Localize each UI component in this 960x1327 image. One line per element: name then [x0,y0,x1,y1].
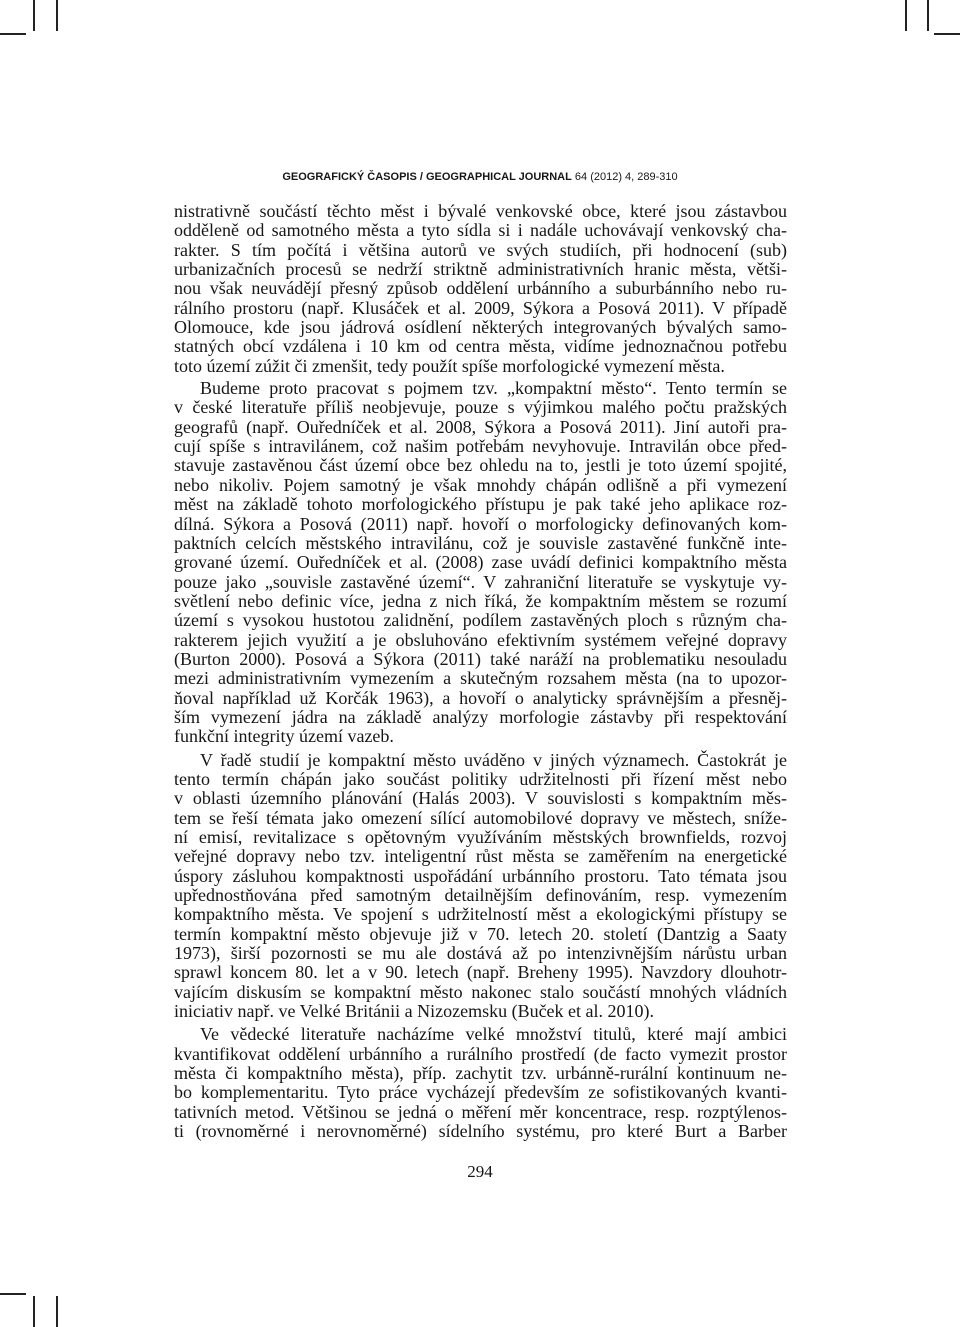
crop-mark [905,0,907,31]
text-line: úspory zásluhou kompaktnosti uspořádání urbánního prostoru. Tato témata jsou [174,865,787,886]
crop-mark [56,1296,58,1327]
text-line: V řadě studií je kompaktní město uváděno v jiných významech. Častokrát je [200,749,787,770]
text-line: ní emisí, revitalizace s opětovným využíváním městských brownfields, rozvoj [174,827,787,847]
text-line: Olomouce, kde jsou jádrová osídlení některých integrovaných bývalých samo- [174,317,787,338]
text-line: v české literatuře příliš neobjevuje, pouze s výjimkou malého počtu pražských [174,397,787,418]
crop-mark [0,33,26,35]
text-line: mezi administrativním vymezením a skutečným rozsahem města (na to upozor- [174,668,787,689]
text-line: upřednostňována před samotným detailnějším definováním, resp. vymezením [174,885,787,906]
text-line: cují spíše s intravilánem, což našim potřebám nevyhovuje. Intravilán obce před- [174,436,787,457]
text-line: měst na základě tohoto morfologického přístupu je pak také jeho aplikace roz- [174,494,787,515]
text-line: tativních metod. Většinou se jedná o měření měr koncentrace, resp. rozptýlenos- [174,1101,787,1122]
text-line: pouze jako „souvisle zastavěné území“. V zahraniční literatuře se vyskytuje vy- [174,571,787,592]
text-line: nistrativně součástí těchto měst i bývalé venkovské obce, které jsou zástavbou [174,201,787,221]
text-line: odděleně od samotného města a tyto sídla si i nadále uchovávají venkovský cha- [174,220,787,241]
text-line: světlení nebo definic více, jedna z nich říká, že kompaktním městem se rozumí [174,590,787,611]
text-line: dílná. Sýkora a Posová (2011) např. hovoří o morfologicky definovaných kom- [174,513,787,534]
text-line: rakterem jejich využití a je obsluhováno efektivním systémem veřejné dopravy [174,629,787,650]
crop-mark [33,0,35,31]
text-line: toto území zúžit či zmenšit, tedy použít spíše morfologické vymezení města. [174,355,725,376]
text-line: Ve vědecké literatuře nacházíme velké množství titulů, které mají ambici [200,1024,787,1045]
text-line: ňoval například už Korčák 1963), a hovoří o analyticky správnějším a přesněj- [174,687,787,708]
running-head [0,169,960,185]
text-line: kompaktního města. Ve spojení s udržitelností měst a ekologickými přístupy se [174,904,787,925]
page-number: 294 [467,1162,493,1181]
text-line: (Burton 2000). Posová a Sýkora (2011) také naráží na problematiku nesouladu [174,648,787,669]
text-line: vajícím diskusím se kompaktní město nakonec stalo součástí mnohých vládních [174,981,787,1002]
text-line: stavuje zastavěnou část území obce bez ohledu na to, jestli je toto území spojité, [174,455,787,476]
crop-mark [33,1296,35,1327]
text-line: rálního prostoru (např. Klusáček et al. 2009, Sýkora a Posová 2011). V případě [174,297,787,318]
text-line: tem se řeší témata jako omezení sílící automobilové dopravy ve městech, sníže- [174,807,787,828]
text-line: ším vymezení jádra na základě analýzy morfologie zástavby při respektování [174,706,787,727]
text-line: ti (rovnoměrné i nerovnoměrné) sídelního systému, pro které Burt a Barber [174,1121,787,1142]
journal-issue: 64 (2012) 4, 289-310 [574,171,678,183]
text-line: rakter. S tím počítá i většina autorů ve svých studiích, při hodnocení (sub) [174,239,787,260]
text-line: nou však neuvádějí přesný způsob oddělení urbánního a suburbánního nebo ru- [174,278,787,299]
crop-mark [927,0,929,31]
text-line: nebo nikoliv. Pojem samotný je však mnohdy chápán odlišně a při vymezení [174,474,787,495]
text-line: kvantifikovat oddělení urbánního a rurálního prostředí (de facto vymezit prostor [174,1043,787,1064]
text-line: města či kompaktního města), příp. zachytit tzv. urbánně-rurální kontinuum ne- [174,1063,787,1084]
paragraph [174,1025,787,1141]
text-line: grované území. Ouředníček et al. (2008) zase uvádí definici kompaktního města [174,552,787,573]
crop-mark [934,33,960,35]
crop-mark [56,0,58,31]
text-line: urbanizačních procesů se nedrží striktně administrativních hranic města, větši- [174,259,787,280]
text-line: území s vysokou hustotou zalidnění, podílem zastavěných ploch s různým cha- [174,610,787,631]
text-line: veřejné dopravy nebo tzv. inteligentní růst města se zaměřením na energetické [174,846,787,867]
paragraph [174,751,787,1022]
crop-mark [0,1293,26,1295]
text-line: sprawl koncem 80. let a v 90. letech (např. Breheny 1995). Navzdory dlouhotr- [174,962,787,983]
text-line: termín kompaktní město objevuje již v 70. letech 20. století (Dantzig a Saaty [174,923,787,944]
text-line: geografů (např. Ouředníček et al. 2008, Sýkora a Posová 2011). Jiní autoři pra- [174,416,787,437]
text-line: paktních celcích městského intravilánu, což je souvisle zastavěné funkčně inte- [174,532,787,553]
paragraph [174,379,787,747]
text-line: tento termín chápán jako součást politiky udržitelnosti při řízení měst nebo [174,768,787,789]
text-line: funkční integrity území vazeb. [174,726,394,747]
text-line: iniciativ např. ve Velké Británii a Nizozemsku (Buček et al. 2010). [174,1001,655,1022]
paragraph [174,202,787,376]
text-line: statných obcí vzdálena i 10 km od centra města, vidíme jednoznačnou potřebu [174,336,787,357]
text-line: 1973), širší pozornosti se mu ale dostává až po intenzivnějším nárůstu urban [174,943,787,964]
journal-title: GEOGRAFICKÝ ČASOPIS / GEOGRAPHICAL JOURNAL [282,171,572,183]
text-line: v oblasti územního plánování (Halás 2003). V souvislosti s kompaktním měs- [174,788,787,809]
text-line: Budeme proto pracovat s pojmem tzv. „kompaktní město“. Tento termín se [200,378,787,399]
text-line: bo komplementaritu. Tyto práce vycházejí především ze sofistikovaných kvanti- [174,1082,787,1103]
body-text [174,202,787,1142]
